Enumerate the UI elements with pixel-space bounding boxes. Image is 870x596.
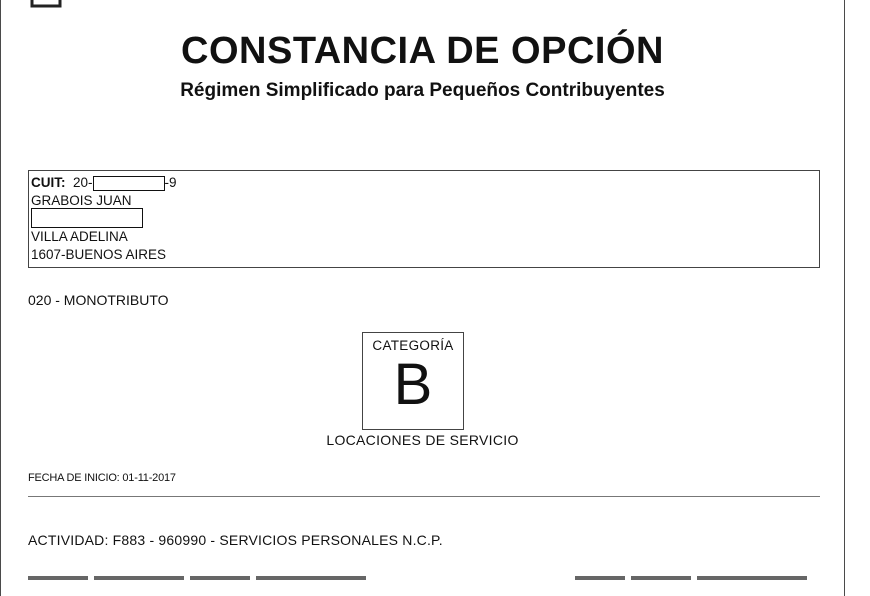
contributor-postal-province: 1607-BUENOS AIRES: [31, 247, 167, 262]
cuit-label: CUIT:: [31, 175, 66, 190]
contributor-name: GRABOIS JUAN: [31, 193, 132, 208]
document-title: CONSTANCIA DE OPCIÓN: [181, 30, 664, 72]
footer-validity-text-icon: [28, 574, 378, 582]
activity-line: ACTIVIDAD: F883 - 960990 - SERVICIOS PERSONALES N.C.P.: [28, 532, 443, 548]
contributor-locality: VILLA ADELINA: [31, 229, 128, 244]
category-description: LOCACIONES DE SERVICIO: [326, 432, 519, 448]
footer-verification-code-icon: [575, 574, 815, 582]
cuit-suffix: -9: [164, 175, 177, 190]
section-divider: [28, 496, 820, 497]
address-redaction: [31, 208, 143, 228]
agency-logo-text-icon: [88, 0, 218, 2]
regime-code: 020 - MONOTRIBUTO: [28, 292, 169, 308]
agency-logo-icon: [30, 0, 64, 10]
address-redaction-row: [31, 210, 819, 228]
start-date: FECHA DE INICIO: 01-11-2017: [28, 472, 176, 484]
category-box: [362, 332, 464, 430]
document-subtitle: Régimen Simplificado para Pequeños Contribuyentes: [180, 80, 665, 101]
contributor-info-box: [28, 170, 820, 268]
category-letter: B: [393, 352, 433, 417]
cuit-redaction: [93, 176, 165, 191]
cuit-row: [31, 174, 819, 192]
category-label: CATEGORÍA: [372, 338, 454, 353]
cuit-prefix: 20-: [73, 175, 93, 190]
